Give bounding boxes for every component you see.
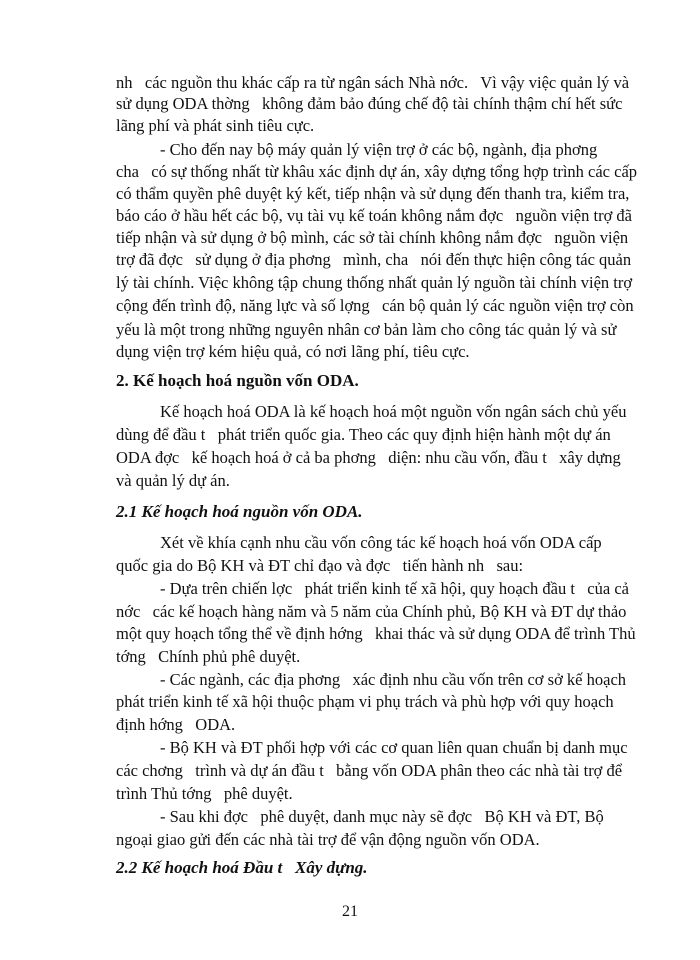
text-line: quốc gia do Bộ KH và ĐT chỉ đạo và đợc tiến hành nh sau: — [116, 556, 524, 575]
text-line: tiếp nhận và sử dụng ở bộ mình, các sở tài chính không nắm đợc nguồn viện — [116, 228, 629, 247]
section-heading: 2. Kế hoạch hoá nguồn vốn ODA. — [116, 371, 359, 390]
text-line: - Sau khi đợc phê duyệt, danh mục này sẽ đợc Bộ KH và ĐT, Bộ — [160, 807, 604, 826]
text-line: lý tài chính. Việc không tập chung thống nhất quản lý nguồn tài chính viện trợ — [116, 273, 633, 292]
text-line: tớng Chính phủ phê duyệt. — [116, 647, 301, 666]
text-line: báo cáo ở hầu hết các bộ, vụ tài vụ kế toán không nắm đợc nguồn viện trợ đã — [116, 206, 632, 225]
text-line: - Cho đến nay bộ máy quản lý viện trợ ở các bộ, ngành, địa phơng — [160, 140, 598, 159]
text-line: các chơng trình và dự án đầu t bằng vốn ODA phân theo các nhà tài trợ để — [116, 761, 623, 780]
text-line: dùng để đầu t phát triển quốc gia. Theo các quy định hiện hành một dự án — [116, 425, 611, 444]
text-line: Xét về khía cạnh nhu cầu vốn công tác kế hoạch hoá vốn ODA cấp — [160, 533, 602, 552]
text-line: định hớng ODA. — [116, 715, 236, 734]
text-line: phát triển kinh tế xã hội thuộc phạm vi phụ trách và phù hợp với quy hoạch — [116, 692, 614, 711]
text-line: - Các ngành, các địa phơng xác định nhu cầu vốn trên cơ sở kế hoạch — [160, 670, 627, 689]
text-line: cha có sự thống nhất từ khâu xác định dự án, xây dựng tổng hợp trình các cấp — [116, 162, 638, 181]
text-line: dụng viện trợ kém hiệu quả, có nơi lãng phí, tiêu cực. — [116, 342, 470, 361]
text-line: nớc các kế hoạch hàng năm và 5 năm của Chính phủ, Bộ KH và ĐT dự thảo — [116, 602, 627, 621]
text-line: lãng phí và phát sinh tiêu cực. — [116, 116, 315, 135]
text-line: nh các nguồn thu khác cấp ra từ ngân sách Nhà nớc. Vì vậy việc quản lý và — [116, 73, 630, 92]
text-line: ODA đợc kế hoạch hoá ở cả ba phơng diện: nhu cầu vốn, đầu t xây dựng — [116, 448, 621, 467]
text-line: sử dụng ODA thờng không đảm bảo đúng chế độ tài chính thậm chí hết sức — [116, 94, 623, 113]
text-line: có thẩm quyền phê duyệt ký kết, tiếp nhận và sử dụng đến thanh tra, kiểm tra, — [116, 184, 630, 203]
page-number: 21 — [342, 903, 358, 920]
text-line: trợ đã đợc sử dụng ở địa phơng mình, cha nói đến thực hiện công tác quản — [116, 250, 632, 269]
subsection-heading: 2.2 Kế hoạch hoá Đầu t Xây dựng. — [116, 858, 368, 877]
subsection-heading: 2.1 Kế hoạch hoá nguồn vốn ODA. — [116, 502, 363, 521]
text-line: và quản lý dự án. — [116, 471, 230, 490]
text-line: ngoại giao gửi đến các nhà tài trợ để vận động nguồn vốn ODA. — [116, 830, 540, 849]
text-line: yếu là một trong những nguyên nhân cơ bản làm cho công tác quản lý và sử — [116, 320, 617, 339]
text-line: - Bộ KH và ĐT phối hợp với các cơ quan liên quan chuẩn bị danh mục — [160, 738, 628, 757]
text-line: trình Thủ tớng phê duyệt. — [116, 784, 293, 803]
text-line: Kế hoạch hoá ODA là kế hoạch hoá một nguồn vốn ngân sách chủ yếu — [160, 402, 627, 421]
text-line: một quy hoạch tổng thể về định hớng khai thác và sử dụng ODA để trình Thủ — [116, 624, 636, 643]
text-line: - Dựa trên chiến lợc phát triển kinh tế xã hội, quy hoạch đầu t của cả — [160, 579, 629, 598]
text-line: cộng đến trình độ, năng lực và số lợng cán bộ quản lý các nguồn viện trợ còn — [116, 296, 634, 315]
